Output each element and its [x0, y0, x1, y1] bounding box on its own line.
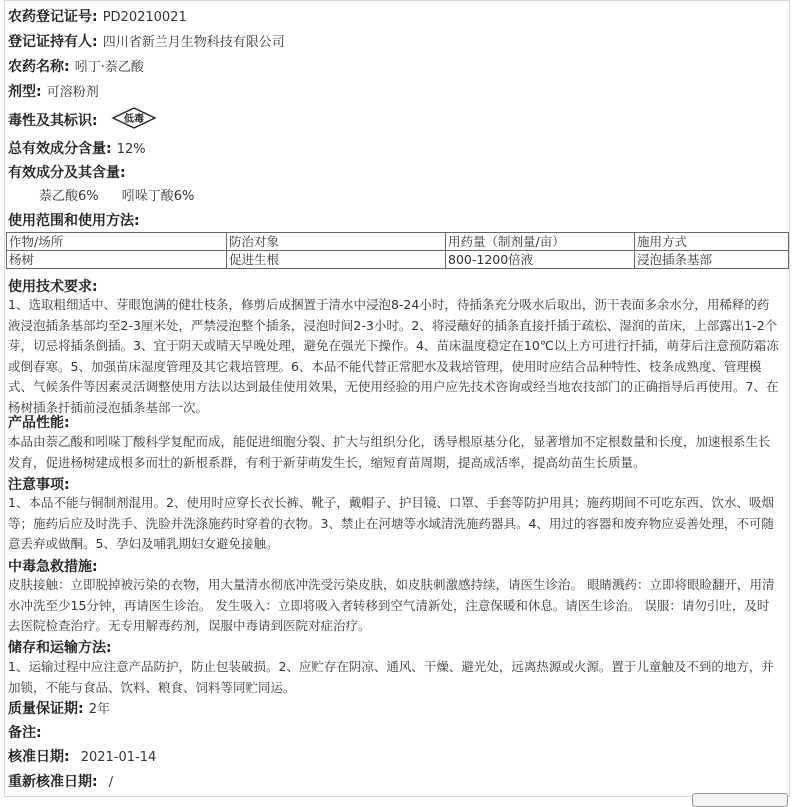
- product-name-label: 农药名称:: [8, 59, 70, 75]
- storage-text: 1、运输过程中应注意产品防护，防止包装破损。2、应贮存在阴凉、通风、干燥、避光处，远离热源或火源。置于儿童触及不到的地方，并加锁，不能与食品、饮料、粮食、饲料等同贮同运。: [8, 659, 774, 695]
- corner-button[interactable]: [692, 793, 788, 807]
- total-content-value: 12%: [116, 142, 146, 157]
- table-row: [7, 251, 789, 269]
- approval-date-value: 2021-01-14: [80, 750, 157, 765]
- formulation-value: 可溶粉剂: [46, 85, 99, 100]
- toxicity-label: 毒性及其标识:: [8, 113, 98, 129]
- ingredient-item: 萘乙酸6%: [39, 189, 99, 204]
- table-header-cell: 施用方式: [635, 233, 789, 251]
- reg-no-value: PD20210021: [102, 10, 187, 25]
- table-cell: 杨树: [7, 251, 227, 269]
- ingredients-list: [39, 185, 786, 207]
- reg-no-label: 农药登记证号:: [8, 9, 98, 25]
- first-aid-label: 中毒急救措施:: [8, 559, 98, 575]
- usage-label: 使用范围和使用方法:: [8, 213, 140, 229]
- remarks-row: [8, 722, 786, 743]
- approval-date-row: [8, 746, 786, 768]
- usage-row: [8, 210, 786, 231]
- ingredients-row: [8, 162, 786, 183]
- ingredient-item: 吲哚丁酸6%: [121, 189, 195, 204]
- reapproval-date-value: /: [108, 775, 114, 790]
- toxicity-badge-text: 低毒: [123, 114, 144, 125]
- technique-text: 1、选取粗细适中、芽眼饱满的健壮枝条，修剪后成捆置于清水中浸泡8-24小时，待插条充分吸水后取出，沥干表面多余水分，用稀释的药液浸泡插条基部均至2-3厘米处，严禁浸泡整个插条，浸泡时间2-3小时。2、将浸蘸好的插条直接扦插于疏松、湿润的苗床，上部露出1-2个芽，切忌将插条倒插。3、宜于阴天或晴天早晚处理，避免在强光下操作。4、苗床温度稳定在10℃以上方可进行扦插，萌芽后注意预防霜冻或倒春寒。5、加强苗床湿度管理及其它栽培管理。6、本品不能代替正常肥水及栽培管理，使用时应结合品种特性、枝条成熟度、管理模式、气候条件等因素灵活调整使用方法以达到最佳使用效果，无使用经验的用户应先技术咨询或经当地农技部门的正确指导后再使用。7、在杨树插条扦插前浸泡插条基部一次。: [8, 297, 779, 415]
- first-aid-text: 皮肤接触：立即脱掉被污染的衣物，用大量清水彻底冲洗受污染皮肤，如皮肤刺激感持续，请医生诊治。 眼睛溅药：立即将眼睑翻开，用清水冲洗至少15分钟，再请医生诊治。 发生吸入：立即将吸入者转移到空气清新处，注意保暖和休息。请医生诊治。 误服：请勿引吐，及时去医院检查治疗。无专用解毒药剂，误服中毒请到医院对症治疗。: [8, 577, 775, 633]
- toxicity-row: [8, 107, 786, 134]
- holder-value: 四川省新兰月生物科技有限公司: [102, 35, 285, 50]
- reg-no-row: [8, 6, 786, 28]
- usage-table: [6, 232, 789, 269]
- reapproval-date-label: 重新核准日期:: [8, 774, 98, 790]
- total-content-row: [8, 138, 786, 160]
- performance-text: 本品由萘乙酸和吲哚丁酸科学复配而成，能促进细胞分裂、扩大与组织分化，诱导根原基分化，显著增加不定根数量和长度，加速根系生长发育，促进杨树建成根多而壮的新根系群，有利于新芽萌发生长，缩短育苗周期，提高成活率，提高幼苗生长质量。: [8, 434, 771, 470]
- product-name-value: 吲丁·萘乙酸: [74, 60, 144, 75]
- table-header-cell: 用药量（制剂量/亩）: [446, 233, 635, 251]
- label-document: [4, 0, 790, 797]
- approval-date-label: 核准日期:: [8, 749, 70, 765]
- ingredients-label: 有效成分及其含量:: [8, 165, 126, 181]
- first-aid-heading-row: [8, 556, 786, 577]
- table-cell: 800-1200倍液: [446, 251, 635, 269]
- formulation-row: [8, 81, 786, 103]
- precautions-heading-row: [8, 474, 786, 495]
- total-content-label: 总有效成分含量:: [8, 141, 112, 157]
- performance-label: 产品性能:: [8, 415, 70, 431]
- table-header-row: [7, 233, 789, 251]
- precautions-label: 注意事项:: [8, 477, 70, 493]
- performance-heading-row: [8, 412, 786, 433]
- holder-label: 登记证持有人:: [8, 34, 98, 50]
- low-toxicity-badge-icon: [111, 107, 157, 134]
- formulation-label: 剂型:: [8, 84, 42, 100]
- table-header-cell: 防治对象: [227, 233, 446, 251]
- storage-heading-row: [8, 637, 786, 658]
- technique-label: 使用技术要求:: [8, 279, 98, 295]
- technique-heading-row: [8, 276, 786, 297]
- table-cell: 促进生根: [227, 251, 446, 269]
- shelf-life-label: 质量保证期:: [8, 701, 84, 717]
- table-header-cell: 作物/场所: [7, 233, 227, 251]
- holder-row: [8, 31, 786, 53]
- shelf-life-row: [8, 698, 786, 720]
- table-cell: 浸泡插条基部: [635, 251, 789, 269]
- reapproval-date-row: [8, 771, 786, 793]
- shelf-life-value: 2年: [88, 702, 110, 717]
- product-name-row: [8, 56, 786, 78]
- remarks-label: 备注:: [8, 725, 42, 741]
- storage-label: 储存和运输方法:: [8, 640, 112, 656]
- precautions-text: 1、本品不能与铜制剂混用。2、使用时应穿长衣长裤、靴子，戴帽子、护目镜、口罩、手套等防护用具；施药期间不可吃东西、饮水、吸烟等；施药后应及时洗手、洗脸并洗涤施药时穿着的衣物。3、禁止在河塘等水域清洗施药器具。4、用过的容器和废弃物应妥善处理，不可随意丢弃或做酮。5、孕妇及哺乳期妇女避免接触。: [8, 495, 774, 551]
